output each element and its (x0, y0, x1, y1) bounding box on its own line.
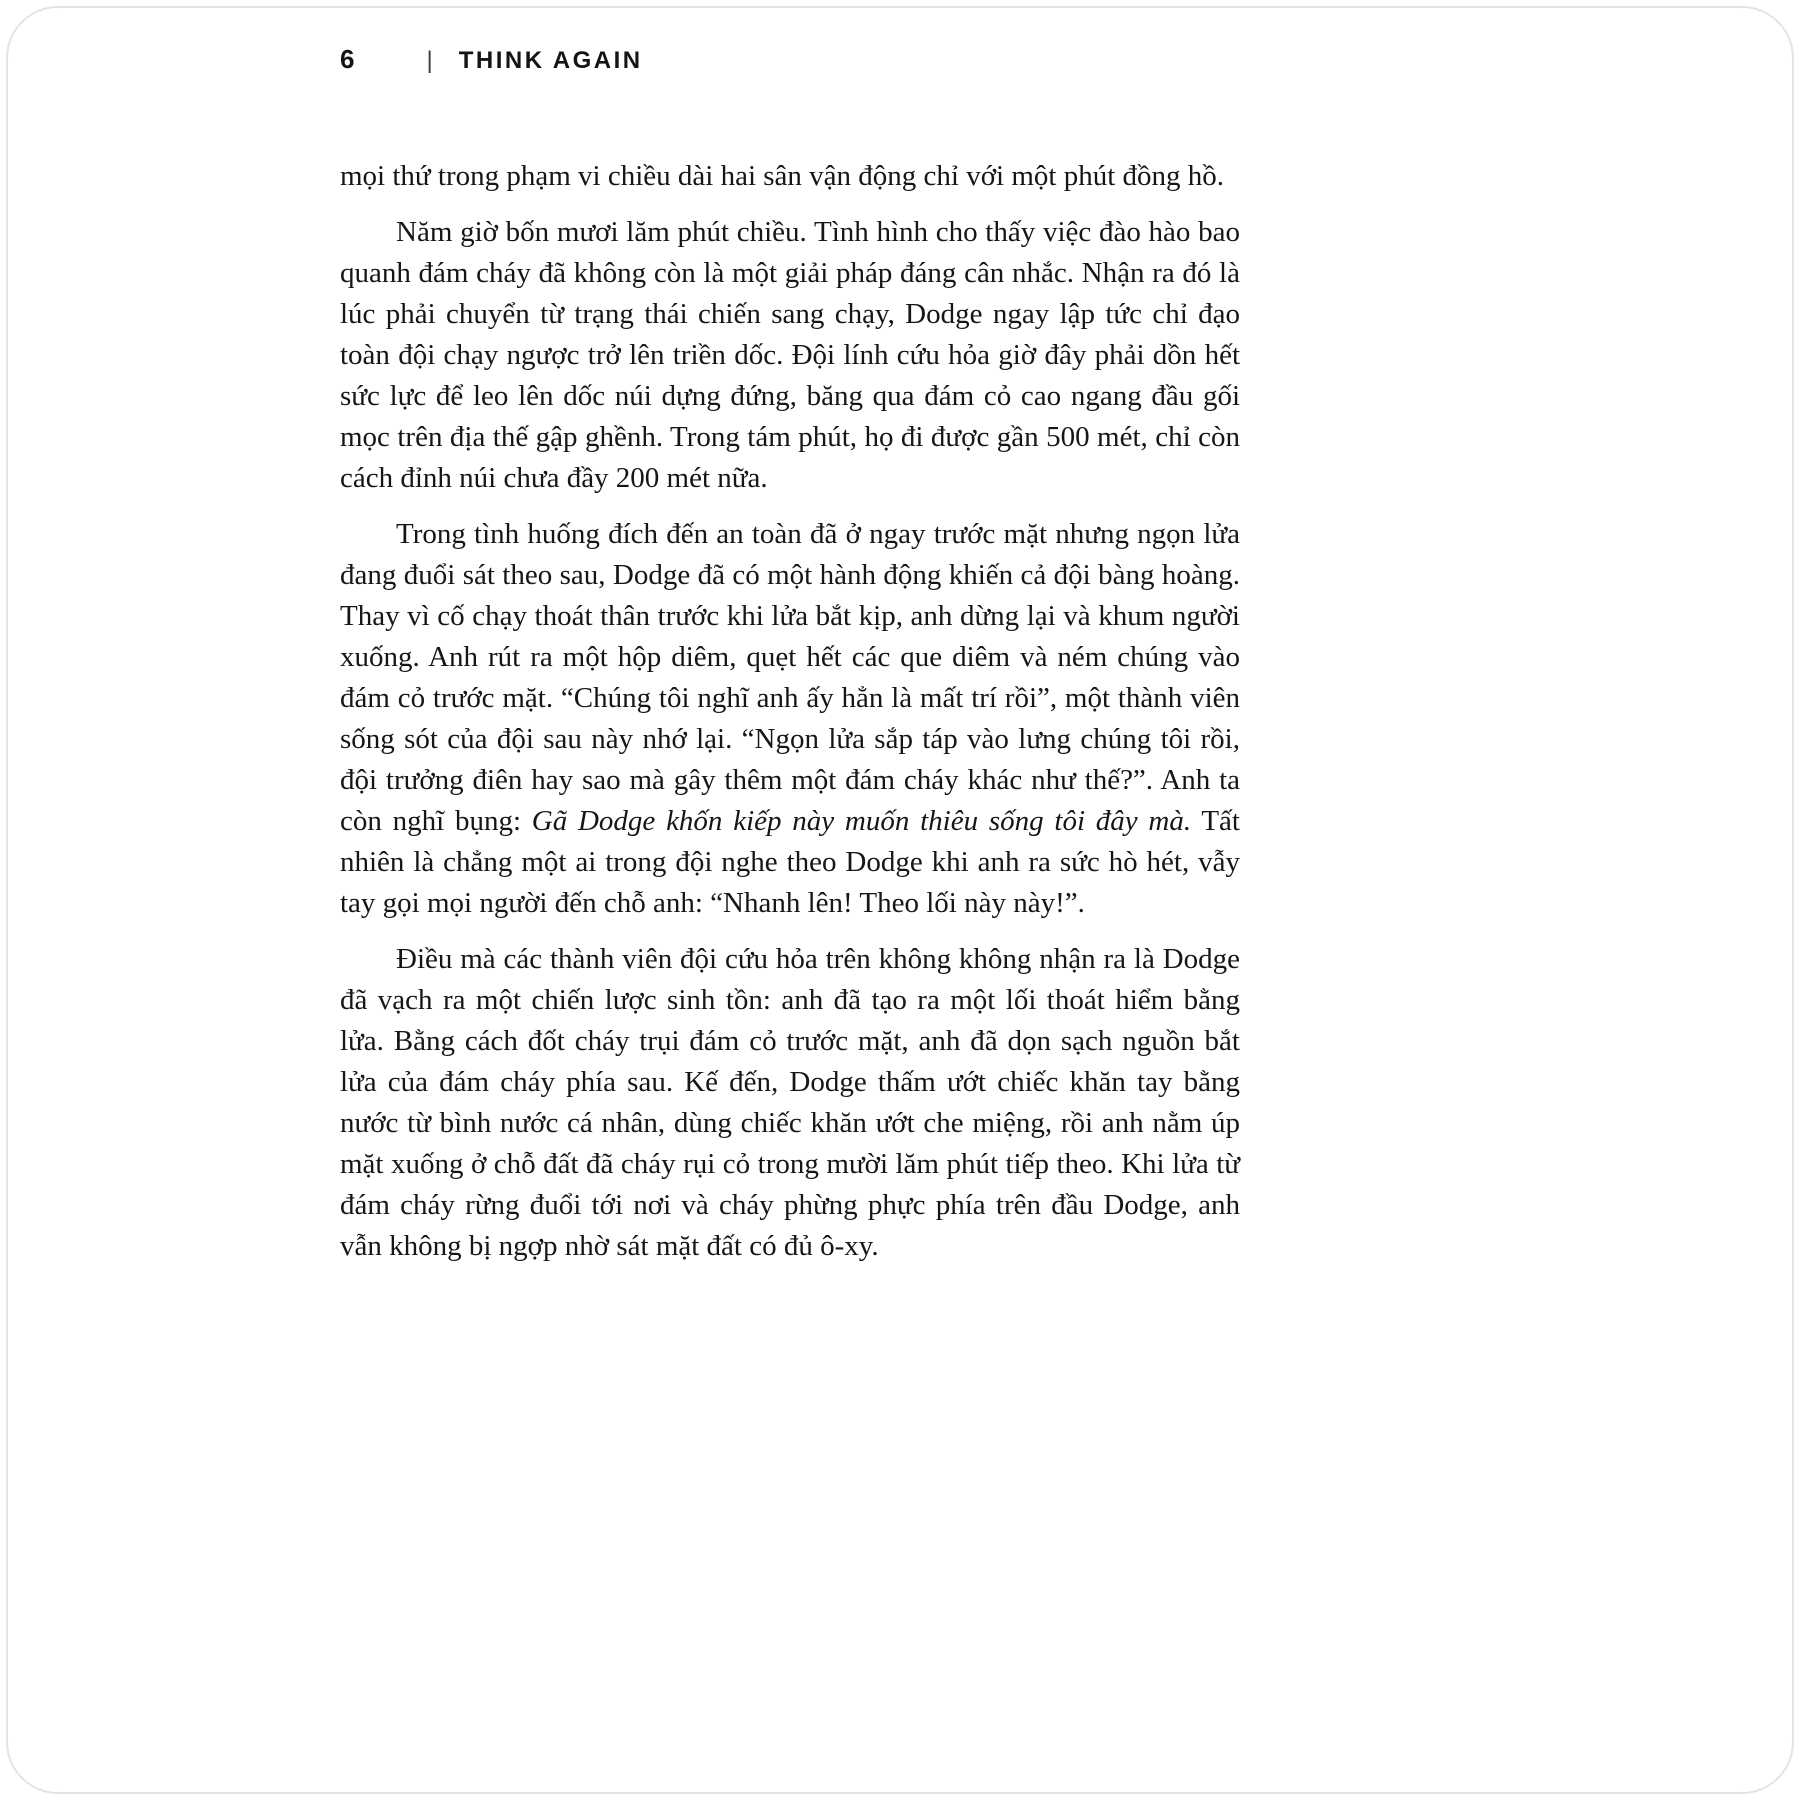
text-run: Điều mà các thành viên đội cứu hỏa trên không không nhận ra là Dodge đã vạch ra một chiến lược sinh tồn: anh đã tạo ra một lối thoát hiểm bằng lửa. Bằng cách đốt cháy trụi đám cỏ trước mặt, anh đã dọn sạch nguồn bắt lửa của đám cháy phía sau. Kế đến, Dodge thấm ướt chiếc khăn tay bằng nước từ bình nước cá nhân, dùng chiếc khăn ướt che miệng, rồi anh nằm úp mặt xuống ở chỗ đất đã cháy rụi cỏ trong mười lăm phút tiếp theo. Khi lửa từ đám cháy rừng đuổi tới nơi và cháy phừng phực phía trên đầu Dodge, anh vẫn không bị ngợp nhờ sát mặt đất có đủ ô-xy. (340, 943, 1240, 1262)
page-number: 6 (340, 44, 355, 74)
paragraph (340, 212, 1240, 499)
paragraph (340, 156, 1240, 197)
text-run: Năm giờ bốn mươi lăm phút chiều. Tình hình cho thấy việc đào hào bao quanh đám cháy đã không còn là một giải pháp đáng cân nhắc. Nhận ra đó là lúc phải chuyển từ trạng thái chiến sang chạy, Dodge ngay lập tức chỉ đạo toàn đội chạy ngược trở lên triền dốc. Đội lính cứu hỏa giờ đây phải dồn hết sức lực để leo lên dốc núi dựng đứng, băng qua đám cỏ cao ngang đầu gối mọc trên địa thế gập ghềnh. Trong tám phút, họ đi được gần 500 mét, chỉ còn cách đỉnh núi chưa đầy 200 mét nữa. (340, 216, 1240, 494)
text-run: Tất nhiên là chẳng một ai trong đội nghe theo Dodge khi anh ra sức hò hét, vẫy tay gọi mọi người đến chỗ anh: “Nhanh lên! Theo lối này này!”. (340, 805, 1240, 919)
paragraph (340, 514, 1240, 924)
text-run: Gã Dodge khốn kiếp này muốn thiêu sống tôi đây mà. (531, 805, 1192, 837)
running-title: THINK AGAIN (458, 47, 643, 74)
text-run: mọi thứ trong phạm vi chiều dài hai sân vận động chỉ với một phút đồng hồ. (340, 160, 1225, 192)
text-run: Trong tình huống đích đến an toàn đã ở ngay trước mặt nhưng ngọn lửa đang đuổi sát theo sau, Dodge đã có một hành động khiến cả đội bàng hoàng. Thay vì cố chạy thoát thân trước khi lửa bắt kịp, anh dừng lại và khum người xuống. Anh rút ra một hộp diêm, quẹt hết các que diêm và ném chúng vào đám cỏ trước mặt. “Chúng tôi nghĩ anh ấy hẳn là mất trí rồi”, một thành viên sống sót của đội sau này nhớ lại. “Ngọn lửa sắp táp vào lưng chúng tôi rồi, đội trưởng điên hay sao mà gây thêm một đám cháy khác như thế?”. Anh ta còn nghĩ bụng: (340, 518, 1240, 837)
text-block (340, 156, 1240, 1267)
running-header (340, 44, 643, 75)
header-separator: | (426, 47, 433, 74)
paragraph (340, 939, 1240, 1267)
